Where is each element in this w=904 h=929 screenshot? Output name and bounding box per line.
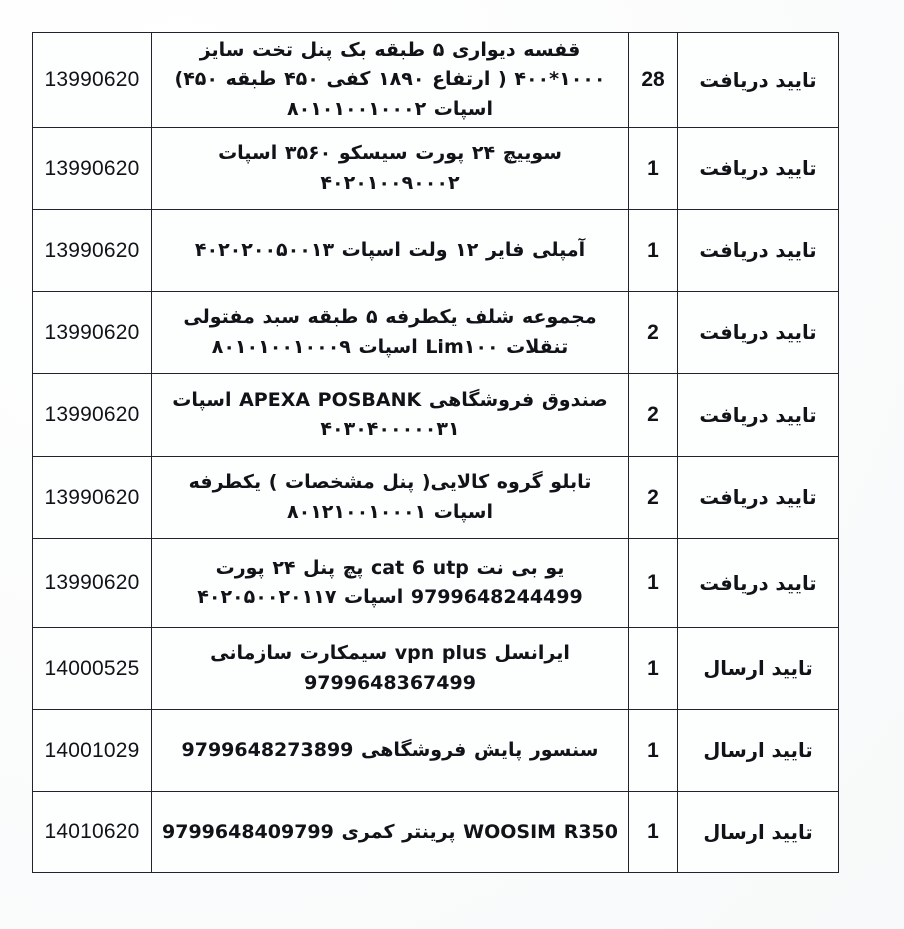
items-table-body	[33, 33, 839, 873]
description-cell: WOOSIM R350 پرینتر کمری 9799648409799	[152, 792, 629, 873]
quantity-cell: 1	[629, 210, 678, 292]
status-cell: تایید دریافت	[678, 128, 839, 210]
status-cell: تایید ارسال	[678, 710, 839, 792]
description-cell: یو بی نت cat 6 utp پچ پنل ۲۴ پورت 9799648244499 اسپات ۴۰۲۰۵۰۰۲۰۱۱۷	[152, 539, 629, 628]
description-cell: سوییچ ۲۴ پورت سیسکو ۳۵۶۰ اسپات ۴۰۲۰۱۰۰۹۰۰۰۲	[152, 128, 629, 210]
order-number-cell: 13990620	[33, 292, 152, 374]
description-cell: قفسه دیواری ۵ طبقه بک پنل تخت سایز ۱۰۰۰*۴۰۰ ( ارتفاع ۱۸۹۰ کفی ۴۵۰ طبقه ۴۵۰) اسپات ۸۰۱۰۱۰۰۱۰۰۰۲	[152, 33, 629, 128]
quantity-cell: 1	[629, 628, 678, 710]
status-cell: تایید ارسال	[678, 628, 839, 710]
status-cell: تایید ارسال	[678, 792, 839, 873]
description-cell: ایرانسل vpn plus سیمکارت سازمانی 9799648367499	[152, 628, 629, 710]
quantity-cell: 28	[629, 33, 678, 128]
table-row	[33, 710, 839, 792]
quantity-cell: 2	[629, 292, 678, 374]
status-cell: تایید دریافت	[678, 457, 839, 539]
table-row	[33, 457, 839, 539]
description-cell: تابلو گروه کالایی( پنل مشخصات ) یکطرفه اسپات ۸۰۱۲۱۰۰۱۰۰۰۱	[152, 457, 629, 539]
status-cell: تایید دریافت	[678, 292, 839, 374]
table-row	[33, 128, 839, 210]
order-number-cell: 13990620	[33, 210, 152, 292]
order-number-cell: 14001029	[33, 710, 152, 792]
status-cell: تایید دریافت	[678, 539, 839, 628]
order-number-cell: 14010620	[33, 792, 152, 873]
description-cell: مجموعه شلف یکطرفه ۵ طبقه سبد مفتولی تنقلات Lim۱۰۰ اسپات ۸۰۱۰۱۰۰۱۰۰۰۹	[152, 292, 629, 374]
quantity-cell: 1	[629, 128, 678, 210]
description-cell: آمپلی فایر ۱۲ ولت اسپات ۴۰۲۰۲۰۰۵۰۰۱۳	[152, 210, 629, 292]
quantity-cell: 1	[629, 792, 678, 873]
status-cell: تایید دریافت	[678, 33, 839, 128]
table-row	[33, 539, 839, 628]
table-row	[33, 210, 839, 292]
quantity-cell: 2	[629, 374, 678, 457]
order-number-cell: 13990620	[33, 128, 152, 210]
description-cell: سنسور پایش فروشگاهی 9799648273899	[152, 710, 629, 792]
table-row	[33, 374, 839, 457]
order-number-cell: 13990620	[33, 33, 152, 128]
table-row	[33, 33, 839, 128]
document-table-container	[33, 32, 839, 859]
description-cell: صندوق فروشگاهی APEXA POSBANK اسپات ۴۰۳۰۴۰۰۰۰۰۳۱	[152, 374, 629, 457]
table-row	[33, 628, 839, 710]
table-row	[33, 792, 839, 873]
order-number-cell: 14000525	[33, 628, 152, 710]
table-row	[33, 292, 839, 374]
quantity-cell: 1	[629, 539, 678, 628]
order-number-cell: 13990620	[33, 457, 152, 539]
status-cell: تایید دریافت	[678, 374, 839, 457]
status-cell: تایید دریافت	[678, 210, 839, 292]
quantity-cell: 1	[629, 710, 678, 792]
order-number-cell: 13990620	[33, 374, 152, 457]
quantity-cell: 2	[629, 457, 678, 539]
items-table	[32, 32, 839, 873]
order-number-cell: 13990620	[33, 539, 152, 628]
